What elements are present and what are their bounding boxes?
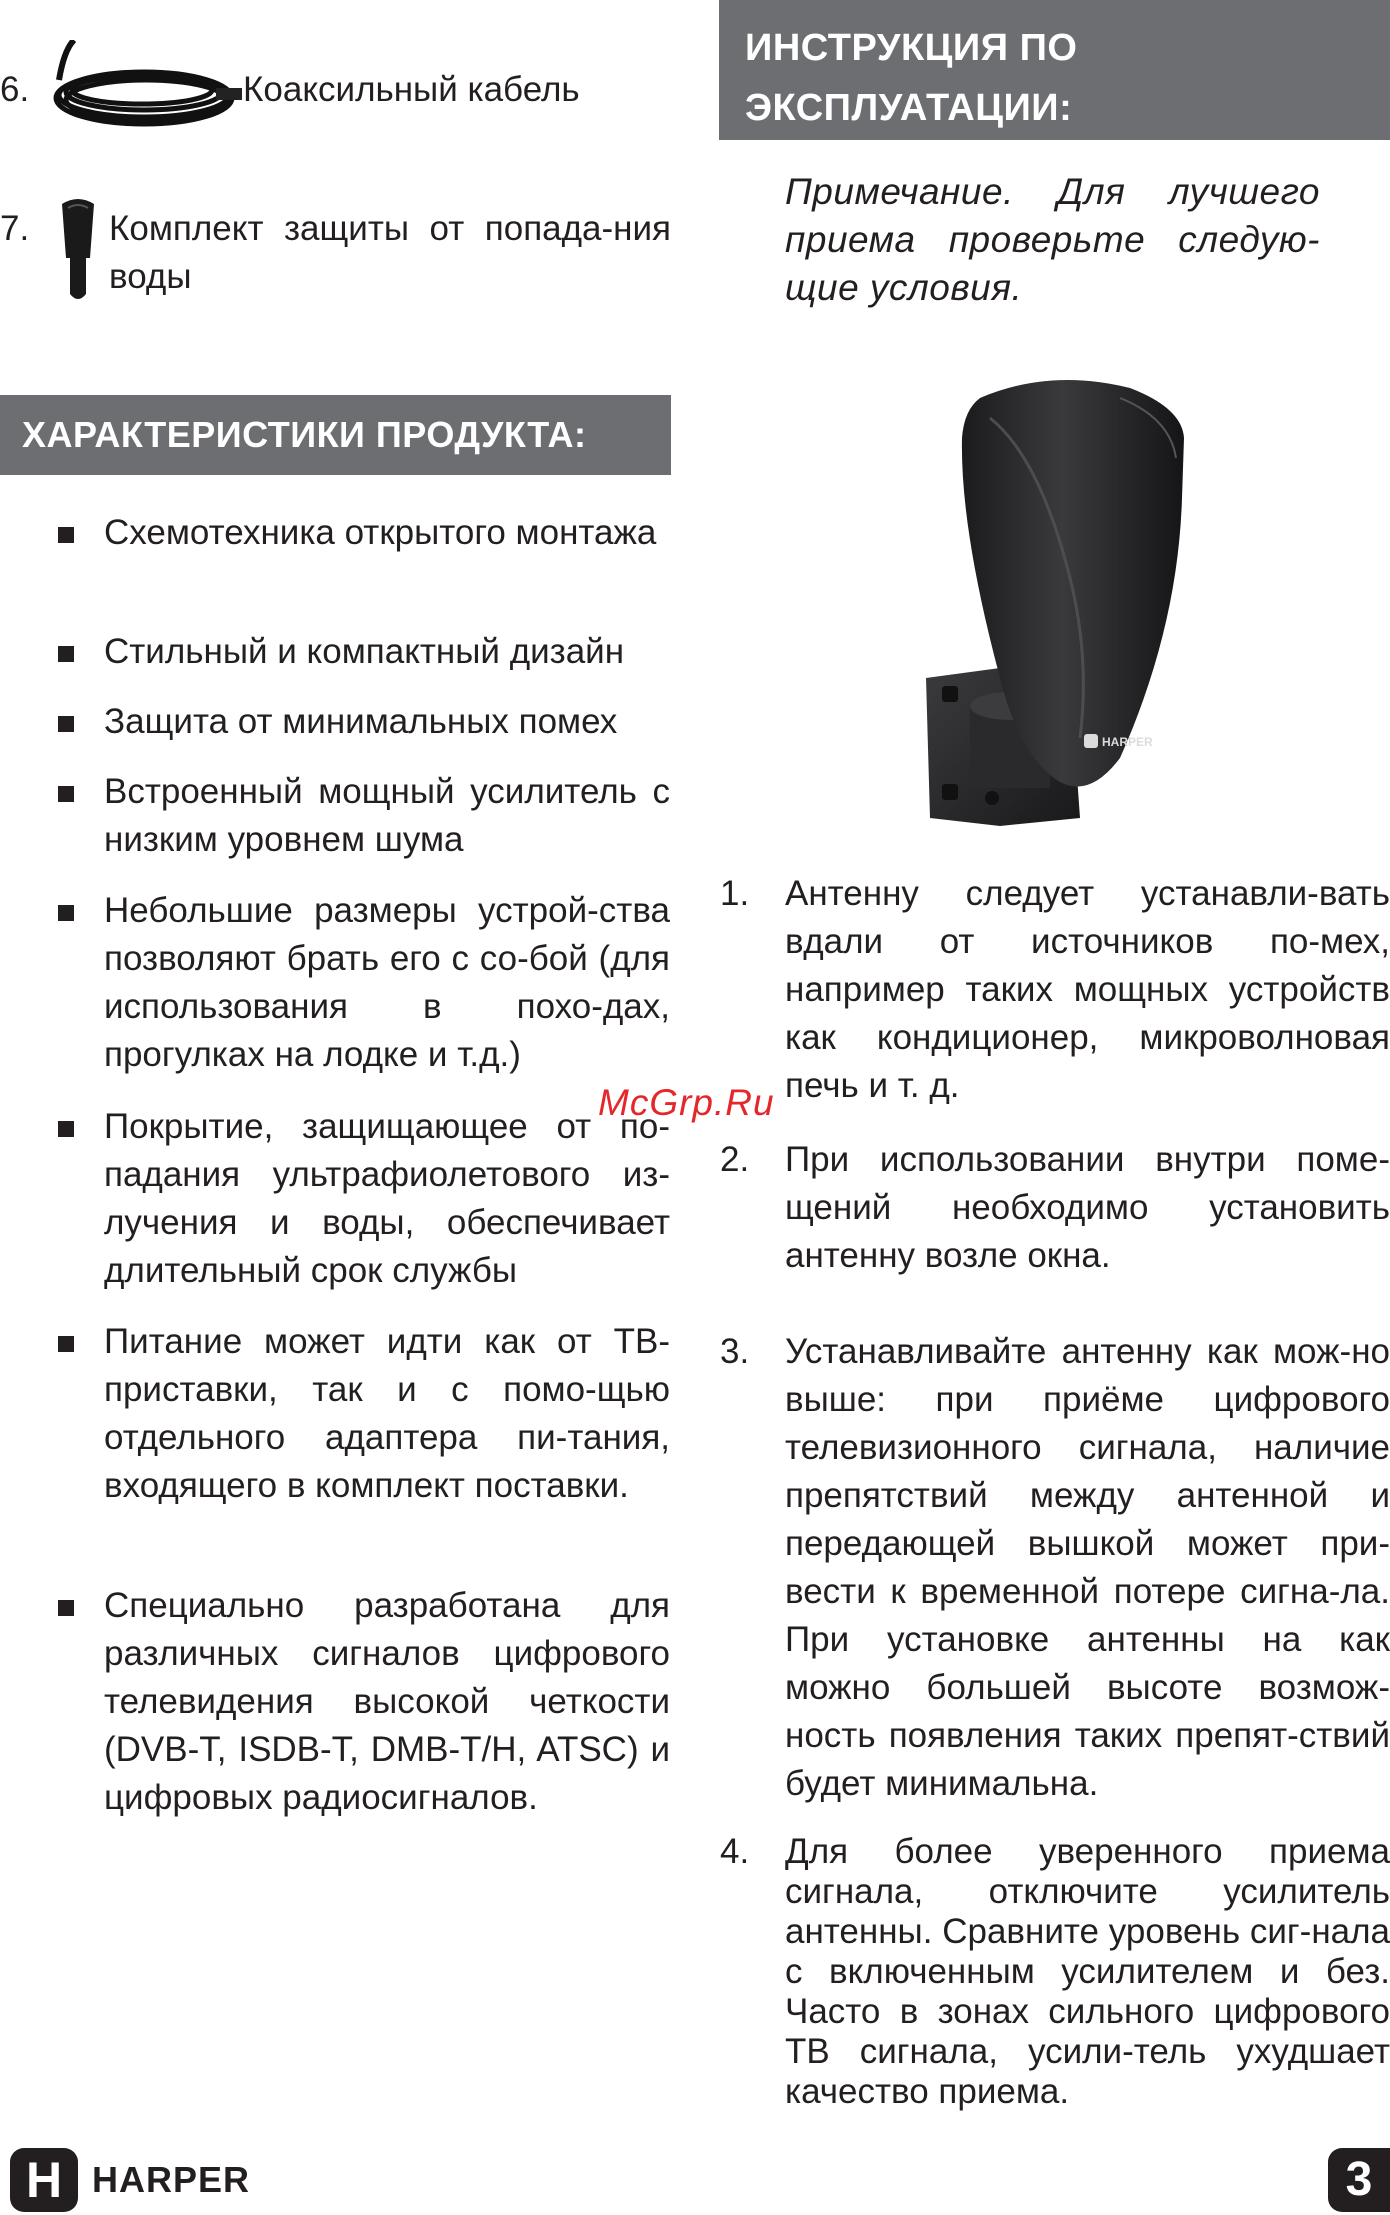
step-number: 3. bbox=[720, 1332, 750, 1371]
step-1 bbox=[720, 870, 1390, 1110]
step-3 bbox=[720, 1328, 1390, 1808]
bullet-icon bbox=[58, 527, 74, 543]
bullet-icon bbox=[58, 905, 74, 921]
list-item: Встроенный мощный усилитель с низким уровнем шума bbox=[58, 768, 670, 864]
bullet-icon bbox=[58, 1600, 74, 1616]
instructions-section-header bbox=[719, 0, 1390, 140]
list-item: Стильный и компактный дизайн bbox=[58, 628, 670, 676]
step-text: Для более уверенного приема сигнала, отключите усилитель антенны. Сравните уровень сиг-нала с включенным усилителем и без. Часто в зонах сильного цифрового ТВ сигнала, усили-тель ухудшает качество приема. bbox=[785, 1832, 1390, 2111]
waterproof-kit-icon bbox=[58, 196, 98, 304]
bullet-icon bbox=[58, 716, 74, 732]
antenna-product-image bbox=[920, 378, 1190, 830]
item-label: Коаксильный кабель bbox=[243, 70, 580, 109]
section-title-line1: ИНСТРУКЦИЯ ПО bbox=[745, 27, 1078, 69]
step-number: 1. bbox=[720, 874, 750, 913]
section-title: ХАРАКТЕРИСТИКИ ПРОДУКТА: bbox=[22, 414, 587, 455]
step-number: 4. bbox=[720, 1832, 750, 1871]
list-item: Схемотехника открытого монтажа bbox=[58, 509, 670, 557]
features-section-header bbox=[0, 395, 671, 475]
page-number: 3 bbox=[1328, 2148, 1390, 2212]
watermark: McGrp.Ru bbox=[598, 1082, 775, 1123]
step-4 bbox=[720, 1832, 1390, 2112]
logo-mark: H bbox=[10, 2148, 78, 2212]
product-brand: HARPER bbox=[1102, 735, 1153, 749]
list-item: Питание может идти как от ТВ-приставки, так и с помо-щью отдельного адаптера пи-тания, входящего в комплект поставки. bbox=[58, 1318, 670, 1510]
list-item: Небольшие размеры устрой-ства позволяют брать его с со-бой (для использования в похо-дах, прогулках на лодке и т.д.) bbox=[58, 887, 670, 1079]
bullet-icon bbox=[58, 1121, 74, 1137]
list-item: Покрытие, защищающее от по-падания ультрафиолетового из-лучения и воды, обеспечивает длительный срок службы bbox=[58, 1103, 670, 1295]
instructions-note: Примечание. Для лучшего приема проверьте следую-щие условия. bbox=[785, 171, 1320, 308]
bullet-icon bbox=[58, 786, 74, 802]
section-title-line2: ЭКСПЛУАТАЦИИ: bbox=[745, 87, 1073, 129]
item-number: 7. bbox=[0, 209, 30, 248]
bullet-icon bbox=[58, 646, 74, 662]
bullet-icon bbox=[58, 1336, 74, 1352]
list-item: Специально разработана для различных сигналов цифрового телевидения высокой четкости (DVB-T, ISDB-T, DMB-T/H, ATSC) и цифровых радиосигналов. bbox=[58, 1582, 670, 1822]
step-text: Устанавливайте антенну как мож-но выше: при приёме цифрового телевизионного сигнала, наличие препятствий между антенной и передающей вышкой может при-вести к временной потере сигна-ла. При установке антенны на как можно большей высоте возмож-ность появления таких препят-ствий будет минимальна. bbox=[785, 1332, 1390, 1803]
coax-cable-icon bbox=[44, 40, 244, 140]
item-number: 6. bbox=[0, 70, 30, 109]
item-label: Комплект защиты от попада-ния воды bbox=[109, 209, 671, 296]
step-number: 2. bbox=[720, 1140, 750, 1179]
logo-wordmark: HARPER bbox=[92, 2159, 251, 2200]
list-item: Защита от минимальных помех bbox=[58, 698, 670, 746]
step-text: При использовании внутри поме-щений необходимо установить антенну возле окна. bbox=[785, 1140, 1390, 1275]
step-text: Антенну следует устанавли-вать вдали от источников по-мех, например таких мощных устройств как кондиционер, микроволновая печь и т. д. bbox=[785, 874, 1390, 1105]
step-2 bbox=[720, 1136, 1390, 1280]
